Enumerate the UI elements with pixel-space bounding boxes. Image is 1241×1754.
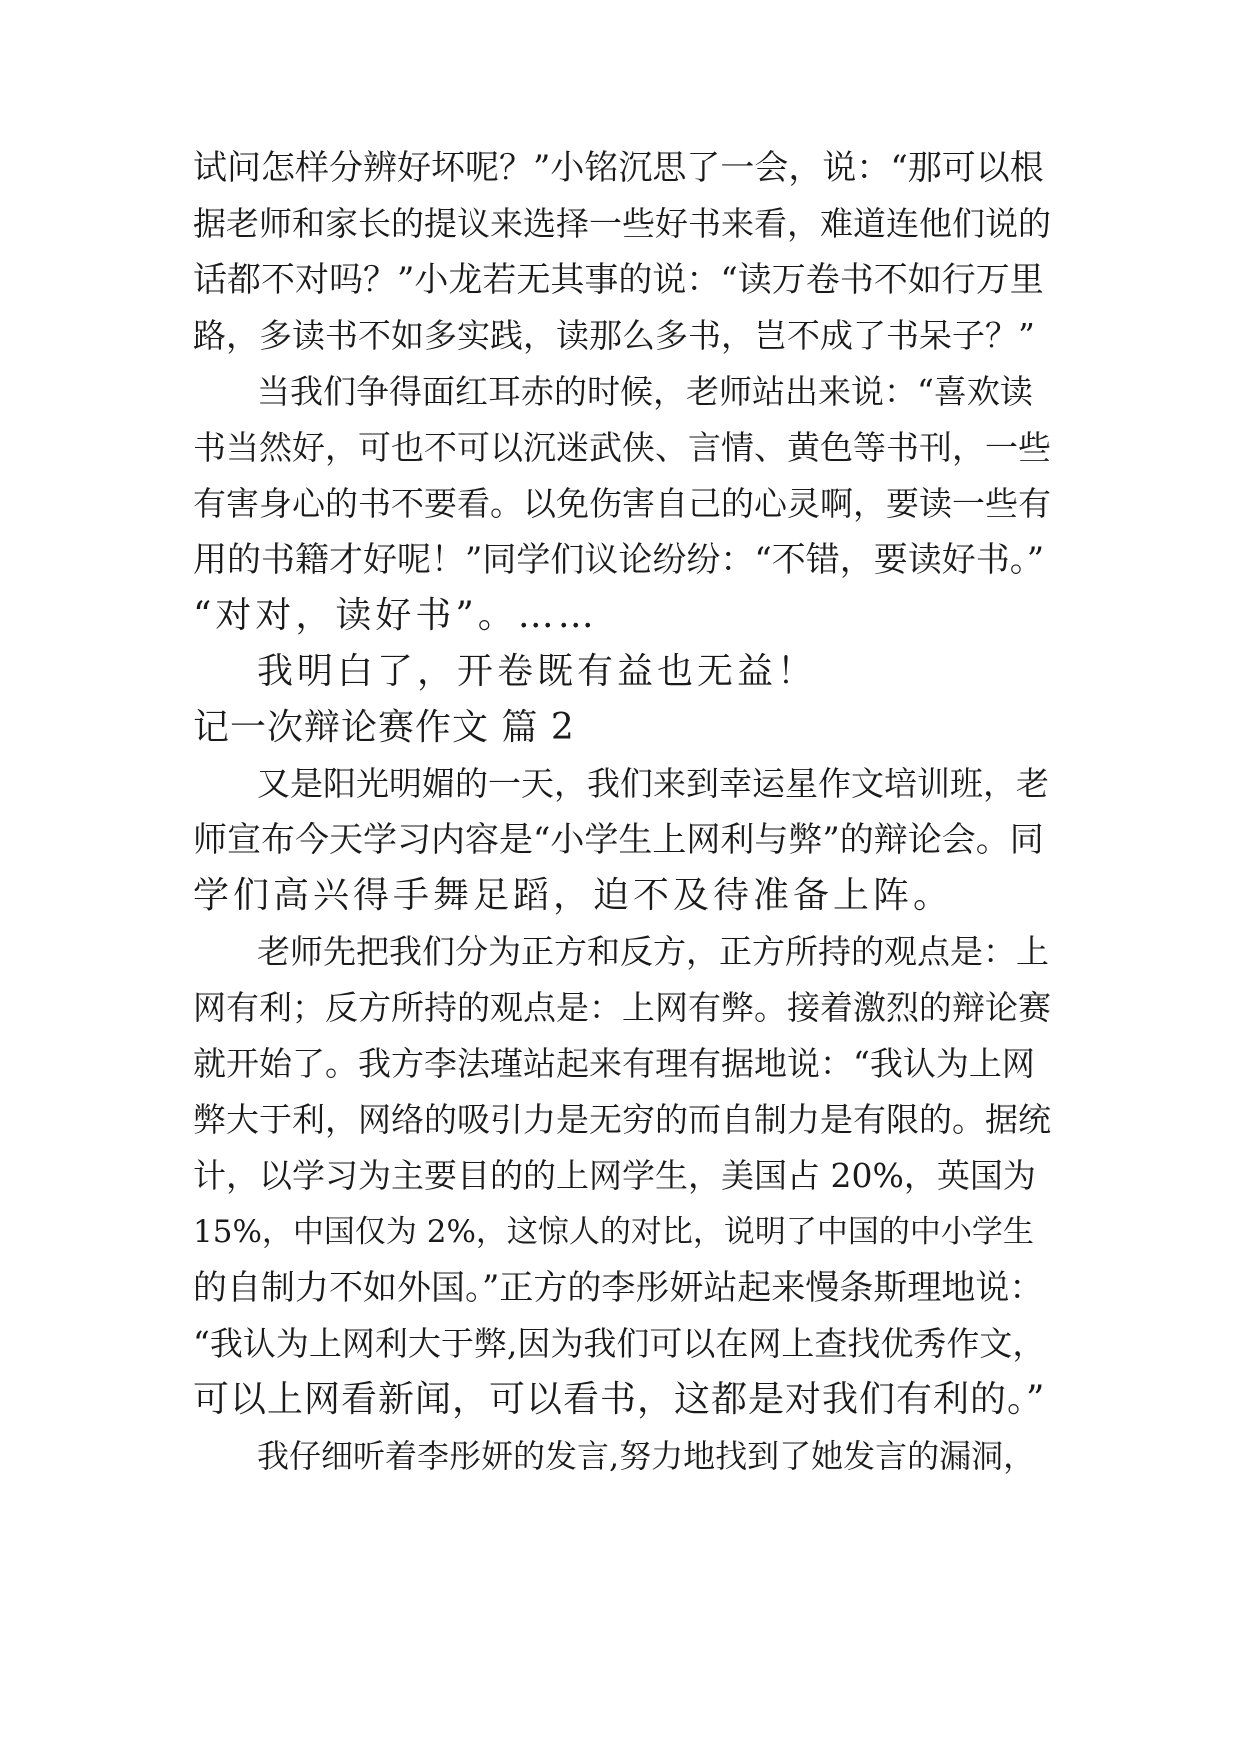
paragraph-line: 学们高兴得手舞足蹈，迫不及待准备上阵。 <box>193 875 954 916</box>
section-heading: 记一次辩论赛作文 篇 2 <box>193 707 575 748</box>
paragraph-line: 可以上网看新闻，可以看书，这都是对我们有利的。” <box>193 1379 1046 1420</box>
paragraph-line: “我认为上网利大于弊,因为我们可以在网上查找优秀作文， <box>193 1324 1046 1363</box>
paragraph-line: 用的书籍才好呢！”同学们议论纷纷：“不错，要读好书。” <box>193 540 1045 580</box>
paragraph-line: 15%，中国仅为 2%，这惊人的对比，说明了中国的中小学生 <box>193 1214 1034 1250</box>
paragraph-line: 又是阳光明媚的一天，我们来到幸运星作文培训班，老 <box>257 764 1049 803</box>
paragraph-line: 师宣布今天学习内容是“小学生上网利与弊”的辩论会。同 <box>193 820 1044 860</box>
paragraph-line: 路，多读书不如多实践，读那么多书，岂不成了书呆子？” <box>193 316 1035 355</box>
paragraph-line: 话都不对吗？”小龙若无其事的说：“读万卷书不如行万里 <box>193 260 1044 300</box>
paragraph-line: 我仔细听着李彤妍的发言,努力地找到了她发言的漏洞， <box>257 1437 1036 1475</box>
paragraph-line: 计，以学习为主要目的的上网学生，美国占 20%，英国为 <box>193 1156 1036 1195</box>
paragraph-line: 我明白了，开卷既有益也无益！ <box>257 651 818 692</box>
paragraph-line: 就开始了。我方李法瑾站起来有理有据地说：“我认为上网 <box>193 1044 1035 1083</box>
paragraph-line: 有害身心的书不要看。以免伤害自己的心灵啊，要读一些有 <box>193 484 1051 523</box>
paragraph-line: 据老师和家长的提议来选择一些好书来看，难道连他们说的 <box>193 204 1051 243</box>
paragraph-line: 的自制力不如外国。”正方的李彤妍站起来慢条斯理地说： <box>193 1268 1044 1308</box>
paragraph-line: 弊大于利，网络的吸引力是无穷的而自制力是有限的。据统 <box>193 1100 1051 1139</box>
paragraph-line: 当我们争得面红耳赤的时候，老师站出来说：“喜欢读 <box>257 372 1033 411</box>
paragraph-line: “对对，读好书”。…… <box>193 595 598 636</box>
paragraph-line: 网有利；反方所持的观点是：上网有弊。接着激烈的辩论赛 <box>193 988 1051 1027</box>
paragraph-line: 书当然好，可也不可以沉迷武侠、言情、黄色等书刊，一些 <box>193 428 1051 467</box>
paragraph-line: 老师先把我们分为正方和反方，正方所持的观点是：上 <box>257 932 1049 971</box>
paragraph-line: 试问怎样分辨好坏呢？”小铭沉思了一会，说：“那可以根 <box>193 148 1044 188</box>
